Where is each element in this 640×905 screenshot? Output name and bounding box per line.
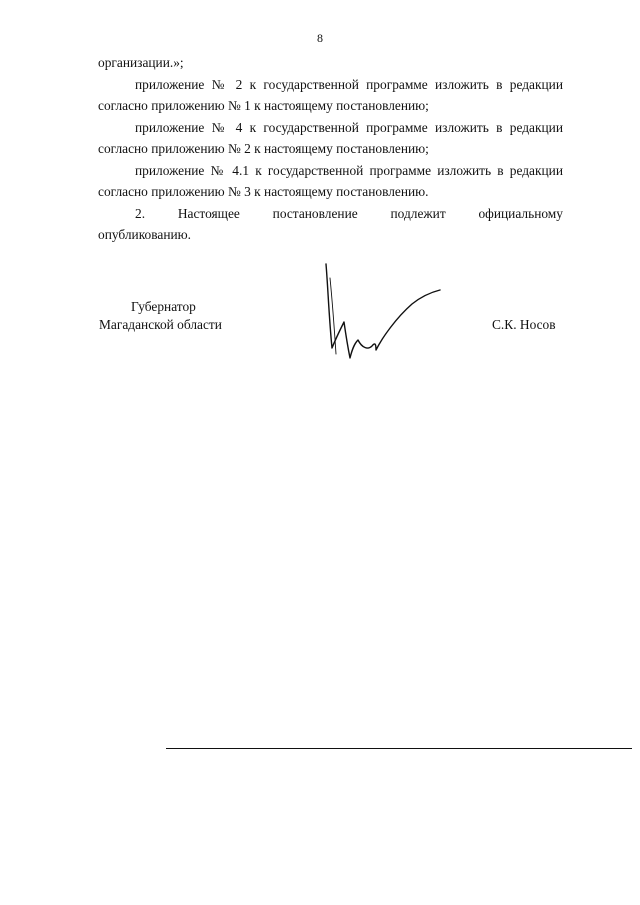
- paragraph-continuation: организации.»;: [98, 55, 184, 70]
- signatory-region: Магаданской области: [99, 317, 222, 332]
- bottom-rule: [166, 748, 632, 749]
- signatory-name: С.К. Носов: [492, 317, 556, 332]
- signatory-title: Губернатор: [131, 299, 196, 314]
- item-word: подлежит: [390, 205, 446, 221]
- item-word: постановление: [272, 205, 358, 221]
- item-word: Настоящее: [177, 205, 240, 221]
- page-number: 8: [317, 31, 323, 45]
- paragraph-appendix-2: приложение № 2 к государственной программе изложить в редакции согласно приложению № 1 к настоящему постановлению;: [98, 76, 563, 113]
- paragraph-appendix-4-1: приложение № 4.1 к государственной программе изложить в редакции согласно приложению № 3 к настоящему постановлению.: [98, 162, 563, 199]
- paragraph-appendix-4: приложение № 4 к государственной программе изложить в редакции согласно приложению № 2 к настоящему постановлению;: [98, 119, 563, 156]
- document-body: [98, 52, 563, 246]
- signature-block: [0, 296, 640, 376]
- numbered-item-2-continuation: опубликованию.: [98, 227, 192, 242]
- item-word: официальному: [478, 205, 563, 221]
- handwritten-signature: [312, 258, 452, 368]
- numbered-item-2: [98, 203, 563, 225]
- item-number: 2.: [135, 205, 146, 221]
